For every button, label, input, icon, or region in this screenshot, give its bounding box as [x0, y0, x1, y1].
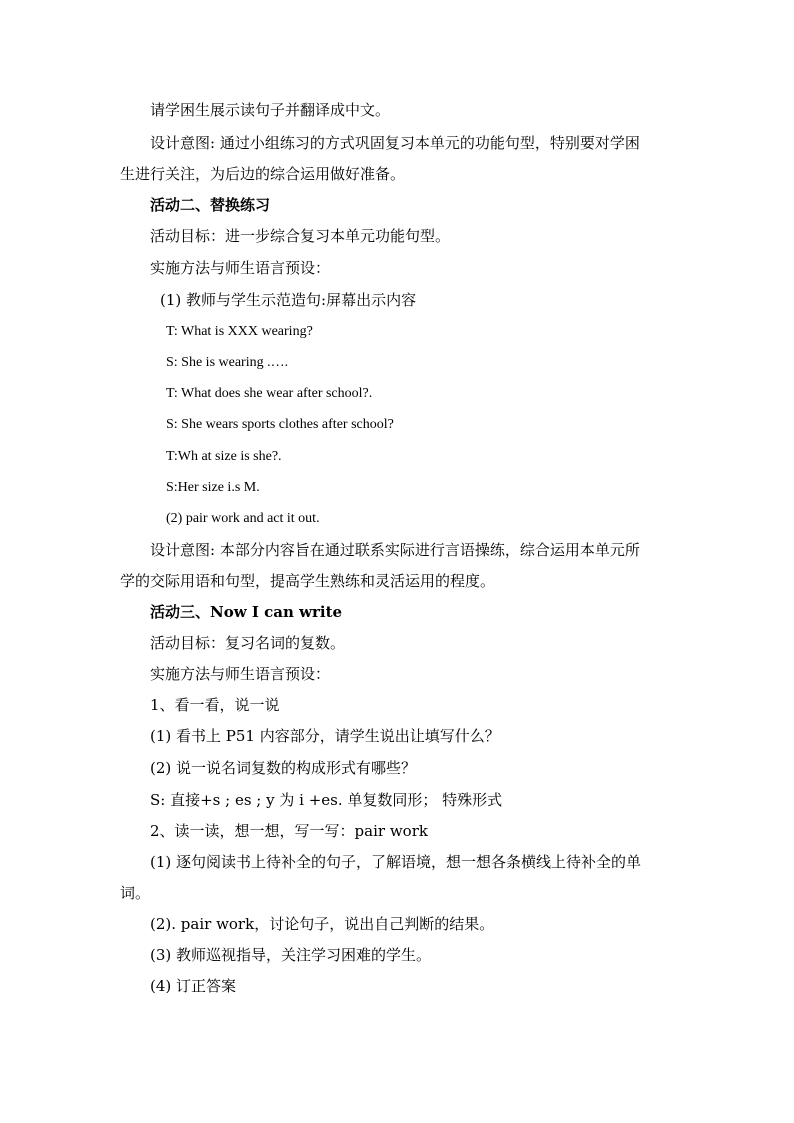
activity-goal-line: 活动目标：复习名词的复数。 — [150, 634, 346, 652]
step-line: (1) 教师与学生示范造句:屏幕出示内容 — [160, 291, 417, 309]
text-line: 词。 — [120, 884, 151, 902]
activity-two-heading: 活动二、替换练习 — [150, 196, 271, 214]
dialogue-line: T: What is XXX wearing? — [166, 324, 313, 339]
step-heading: 2、读一读，想一想，写一写：pair work — [150, 822, 428, 840]
step-line: (3) 教师巡视指导，关注学习困难的学生。 — [150, 946, 432, 964]
design-intent-line: 设计意图: 通过小组练习的方式巩固复习本单元的功能句型，特别要对学困 — [150, 134, 640, 152]
step-heading: 1、看一看，说一说 — [150, 696, 280, 714]
design-intent-line: 设计意图: 本部分内容旨在通过联系实际进行言语操练，综合运用本单元所 — [150, 541, 640, 559]
text-line: 请学困生展示读句子并翻译成中文。 — [150, 101, 391, 119]
dialogue-line: T:Wh at size is she?. — [166, 449, 282, 464]
step-line: (1) 逐句阅读书上待补全的句子，了解语境，想一想各条横线上待补全的单 — [150, 853, 642, 871]
method-line: 实施方法与师生语言预设： — [150, 665, 331, 683]
text-line: 生进行关注，为后边的综合运用做好准备。 — [120, 165, 406, 183]
step-line: (4) 订正答案 — [150, 977, 237, 995]
step-line: (1) 看书上 P51 内容部分，请学生说出让填写什么？ — [150, 727, 500, 745]
step-line: (2). pair work，讨论句子，说出自己判断的结果。 — [150, 915, 495, 933]
dialogue-line: T: What does she wear after school?. — [166, 386, 373, 401]
answer-line: S: 直接+s ; es ; y 为 i +es. 单复数同形； 特殊形式 — [150, 791, 503, 809]
step-line: (2) pair work and act it out. — [166, 511, 320, 526]
activity-goal-line: 活动目标：进一步综合复习本单元功能句型。 — [150, 227, 451, 245]
activity-three-heading: 活动三、Now I can write — [150, 603, 343, 621]
dialogue-line: S:Her size i.s M. — [166, 480, 260, 495]
method-line: 实施方法与师生语言预设： — [150, 259, 331, 277]
text-line: 学的交际用语和句型，提高学生熟练和灵活运用的程度。 — [120, 572, 496, 590]
dialogue-line: S: She is wearing .…. — [166, 355, 289, 370]
dialogue-line: S: She wears sports clothes after school? — [166, 417, 394, 432]
step-line: (2) 说一说名词复数的构成形式有哪些？ — [150, 759, 417, 777]
